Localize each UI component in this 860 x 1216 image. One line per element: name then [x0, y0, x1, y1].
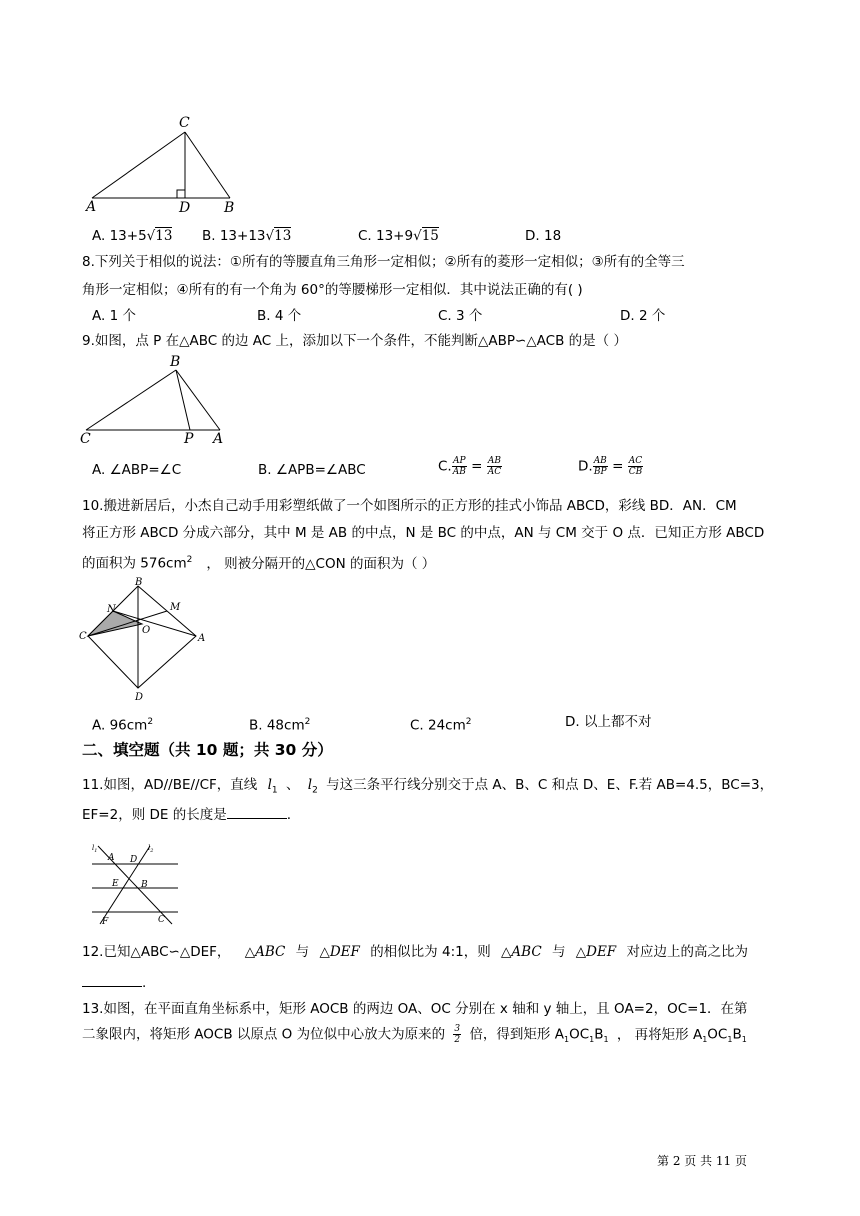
- q7-option-a: A. 13+5√13: [92, 228, 173, 244]
- q10-square-figure: [78, 576, 208, 706]
- q9-option-d: D. $\frac{AB}{BP}$ = $\frac{AC}{CB}$: [578, 456, 643, 477]
- q11-label-d: D: [130, 855, 138, 865]
- q10-label-c: C: [79, 631, 87, 642]
- q12-stem-line1: 12.已知△ABC∽△DEF， △ABC 与 △DEF 的相似比为 4:1，则 △ABC 与 △DEF 对应边上的高之比为: [82, 944, 748, 960]
- q8-stem-line1: 8.下列关于相似的说法：①所有的等腰直角三角形一定相似；②所有的菱形一定相似；③所有的全等三: [82, 254, 685, 270]
- q9-label-p: P: [184, 431, 194, 447]
- q7-option-c: C. 13+9√15: [358, 228, 439, 244]
- q9-option-a: A. ∠ABP=∠C: [92, 462, 182, 478]
- q10-label-b: B: [135, 577, 143, 588]
- q11-stem-line1: 11.如图，AD//BE//CF，直线 $l_1$ 、 $l_2$ 与这三条平行线分别交于点 A、B、C 和点 D、E、F.若 AB=4.5，BC=3，: [82, 777, 774, 796]
- q9-option-c: C. $\frac{AP}{AB}$ = $\frac{AB}{AC}$: [438, 456, 502, 477]
- q7-label-a: A: [86, 199, 97, 215]
- q8-option-b: B. 4 个: [257, 308, 302, 324]
- q11-label-e: E: [112, 879, 119, 889]
- q11-parallel-lines-figure: [86, 838, 186, 928]
- q11-label-c: C: [158, 915, 165, 925]
- q13-stem-line2: 二象限内，将矩形 AOCB 以原点 O 为位似中心放大为原来的 $\frac{3}{2}$ 倍，得到矩形 $A_1OC_1B_1$ ， 再将矩形 $A_1OC_1B_1$: [82, 1024, 747, 1045]
- q10-option-c: C. $24cm^2$: [410, 717, 472, 734]
- q12-stem-line2: .: [82, 972, 146, 992]
- q10-stem-line1: 10.搬进新居后，小杰自己动手用彩塑纸做了一个如图所示的正方形的挂式小饰品 ABCD，彩线 BD．AN．CM: [82, 498, 737, 514]
- q9-option-b: B. ∠APB=∠ABC: [258, 462, 366, 478]
- q9-triangle-figure: [78, 350, 238, 450]
- q10-label-a: A: [198, 633, 206, 644]
- q7-label-d: D: [179, 200, 191, 215]
- q11-label-b: B: [141, 880, 148, 890]
- q9-stem: 9.如图，点 P 在△ABC 的边 AC 上，添加以下一个条件，不能判断△ABP∽△ACB 的是（ ）: [82, 333, 627, 349]
- q11-label-f: F: [102, 917, 109, 927]
- q9-label-b: B: [170, 354, 181, 370]
- q8-stem-line2: 角形一定相似；④所有的有一个角为 60°的等腰梯形一定相似．其中说法正确的有( ): [82, 282, 583, 298]
- q11-answer-blank[interactable]: [227, 804, 287, 819]
- q9-label-c: C: [80, 431, 91, 447]
- q8-option-c: C. 3 个: [438, 308, 483, 324]
- q7-label-b: B: [224, 200, 235, 215]
- page-footer: 第 2 页 共 11 页: [657, 1154, 747, 1168]
- q10-label-m: M: [170, 602, 181, 613]
- q13-stem-line1: 13.如图，在平面直角坐标系中，矩形 AOCB 的两边 OA、OC 分别在 x 轴和 y 轴上，且 OA=2，OC=1．在第: [82, 1001, 748, 1017]
- q10-stem-line2: 将正方形 ABCD 分成六部分，其中 M 是 AB 的中点，N 是 BC 的中点，AN 与 CM 交于 O 点．已知正方形 ABCD: [82, 525, 765, 541]
- q8-option-d: D. 2 个: [620, 308, 666, 324]
- q10-stem-line3: 的面积为 $576cm^2$ ， 则被分隔开的△CON 的面积为（ ）: [82, 555, 436, 572]
- q7-triangle-figure: [80, 110, 250, 215]
- q8-option-a: A. 1 个: [92, 308, 136, 324]
- q11-label-l1: $l_1$: [92, 844, 98, 854]
- q10-label-n: N: [107, 604, 116, 615]
- q10-label-o: O: [142, 625, 151, 636]
- q11-label-l2: $l_2$: [148, 844, 154, 854]
- q11-label-a: A: [108, 853, 115, 863]
- q7-option-d: D. 18: [525, 228, 562, 244]
- q7-option-b: B. 13+13√13: [202, 228, 292, 244]
- q10-option-a: A. $96cm^2$: [92, 717, 154, 734]
- q12-answer-blank[interactable]: [82, 972, 142, 987]
- q10-option-d: D. 以上都不对: [565, 714, 652, 730]
- q9-label-a: A: [213, 431, 224, 447]
- q7-label-c: C: [179, 115, 190, 131]
- q10-option-b: B. $48cm^2$: [249, 717, 311, 734]
- q10-label-d: D: [135, 692, 144, 703]
- section-heading: 二、填空题（共 10 题；共 30 分）: [82, 741, 333, 759]
- q11-stem-line2: EF=2，则 DE 的长度是 .: [82, 804, 291, 824]
